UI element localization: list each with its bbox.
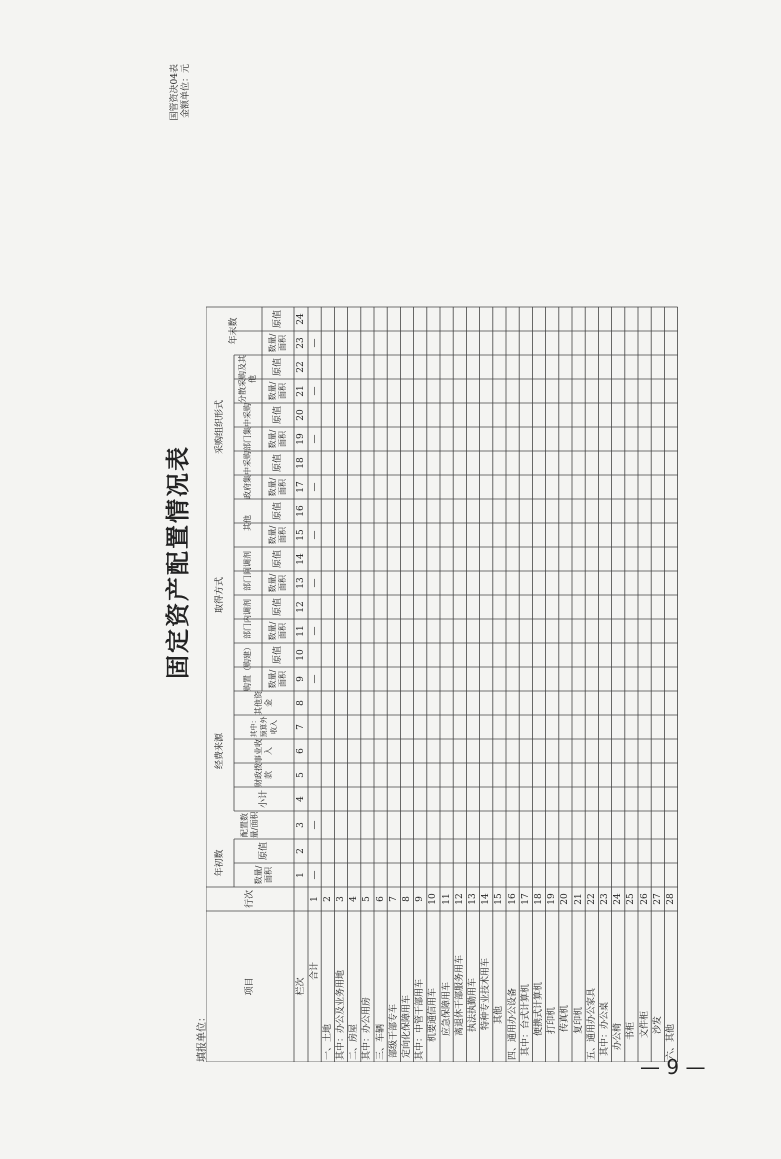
row-label: 三、车辆 bbox=[375, 1023, 386, 1060]
column-number: 19 bbox=[296, 433, 306, 445]
dash-mark: — bbox=[309, 870, 320, 880]
row-label: 部级干部专车 bbox=[388, 1003, 399, 1058]
header-inter-transfer: 部门间调剂 bbox=[243, 551, 252, 591]
page-number: — 9 — bbox=[640, 1055, 706, 1079]
column-number: 3 bbox=[296, 822, 306, 828]
row-line-number: 23 bbox=[599, 893, 610, 905]
column-number: 18 bbox=[296, 457, 306, 469]
header-orig-value: 原值 bbox=[273, 646, 283, 665]
column-number: 8 bbox=[296, 700, 306, 706]
row-line-number: 22 bbox=[586, 893, 597, 905]
row-label: 便携式计算机 bbox=[533, 981, 544, 1036]
header-scattered: 分散采购及其他 bbox=[238, 355, 257, 403]
column-number: 1 bbox=[296, 872, 306, 878]
column-number: 2 bbox=[296, 848, 306, 854]
row-label: 其中：办公桌 bbox=[599, 1001, 610, 1056]
row-label: 传真机 bbox=[560, 1004, 571, 1032]
header-qty-area: 数量/面积 bbox=[254, 865, 273, 885]
header-qty-area: 数量/面积 bbox=[268, 573, 287, 593]
row-line-number: 12 bbox=[454, 893, 465, 905]
row-line-number: 20 bbox=[560, 893, 571, 905]
row-label: 四、通用办公设备 bbox=[507, 987, 518, 1060]
header-orig-value: 原值 bbox=[273, 550, 283, 569]
row-label: 定向化保障用车 bbox=[401, 994, 412, 1058]
header-fund-source: 经费来源 bbox=[215, 733, 225, 770]
dash-mark: — bbox=[309, 674, 320, 684]
header-subtotal: 小计 bbox=[259, 790, 269, 809]
header-config: 配置数量/面积 bbox=[240, 811, 259, 839]
row-line-number: 25 bbox=[626, 893, 637, 905]
column-number: 12 bbox=[296, 601, 306, 613]
row-label: 沙发 bbox=[652, 1015, 663, 1034]
row-line-number: 7 bbox=[388, 896, 399, 902]
column-number: 11 bbox=[296, 625, 306, 637]
header-qty-area: 数量/面积 bbox=[268, 669, 287, 689]
row-label: 五、通用办公家具 bbox=[586, 987, 597, 1060]
row-line-number: 11 bbox=[441, 893, 452, 905]
dash-mark: — bbox=[309, 338, 320, 348]
row-line-number: 5 bbox=[362, 896, 373, 902]
dash-mark: — bbox=[309, 482, 320, 492]
column-number: 21 bbox=[296, 385, 306, 397]
row-line-number: 15 bbox=[494, 893, 505, 905]
column-number: 15 bbox=[296, 529, 306, 541]
column-number: 20 bbox=[296, 409, 306, 421]
header-other-way: 其他 bbox=[243, 515, 252, 531]
header-orig-value: 原值 bbox=[273, 598, 283, 617]
column-number: 22 bbox=[296, 361, 306, 373]
header-orig-value: 原值 bbox=[273, 454, 283, 473]
row-label: 复印机 bbox=[573, 1006, 584, 1034]
column-number: 7 bbox=[296, 724, 306, 730]
header-business: 事业收入 bbox=[254, 739, 273, 763]
header-orig-value: 原值 bbox=[273, 406, 283, 425]
header-qty-area: 数量/面积 bbox=[268, 429, 287, 449]
fill-unit-label: 填报单位： bbox=[197, 1012, 208, 1062]
header-year-end: 年末数 bbox=[229, 317, 239, 345]
row-label: 其中：台式计算机 bbox=[520, 983, 531, 1056]
header-qty-area: 数量/面积 bbox=[268, 381, 287, 401]
column-number: 4 bbox=[296, 796, 306, 802]
row-line-number: 19 bbox=[547, 893, 558, 905]
header-other-fund: 其他资金 bbox=[254, 691, 273, 715]
column-number: 6 bbox=[296, 748, 306, 754]
row-label: 执法执勤用车 bbox=[467, 977, 478, 1032]
dash-mark: — bbox=[309, 626, 320, 636]
header-orig-value: 原值 bbox=[259, 842, 269, 861]
row-label: 机要通信用车 bbox=[428, 987, 439, 1042]
asset-table bbox=[206, 62, 700, 1062]
header-qty-area: 数量/面积 bbox=[268, 333, 287, 353]
row-line-number: 1 bbox=[309, 896, 320, 902]
header-intra-transfer: 部门内调剂 bbox=[243, 599, 252, 639]
header-begin-year: 年初数 bbox=[215, 849, 225, 877]
header-fiscal: 财政拨款 bbox=[254, 763, 273, 787]
row-label: 离退休干部服务用车 bbox=[454, 954, 465, 1036]
row-line-number: 2 bbox=[322, 896, 333, 902]
column-number: 16 bbox=[296, 505, 306, 517]
row-line-number: 4 bbox=[349, 896, 360, 902]
header-acquire: 取得方式 bbox=[215, 577, 225, 614]
column-number: 9 bbox=[296, 676, 306, 682]
row-label: 应急保障用车 bbox=[441, 981, 452, 1036]
row-label: 打印机 bbox=[547, 1006, 558, 1034]
column-number: 14 bbox=[296, 553, 306, 565]
dash-mark: — bbox=[309, 386, 320, 396]
row-line-number: 26 bbox=[639, 893, 650, 905]
dash-mark: — bbox=[309, 434, 320, 444]
row-label: 特种专业技术用车 bbox=[481, 957, 492, 1030]
header-qty-area: 数量/面积 bbox=[268, 477, 287, 497]
row-line-number: 16 bbox=[507, 893, 518, 905]
column-number: 5 bbox=[296, 772, 306, 778]
dash-mark: — bbox=[309, 578, 320, 588]
header-orig-value: 原值 bbox=[273, 358, 283, 377]
row-label: 其中：中管干部用车 bbox=[415, 978, 426, 1060]
header-gov-central: 政府集中采购 bbox=[243, 451, 252, 499]
rotated-form bbox=[158, 62, 718, 1062]
form-number: 国管资决04表 bbox=[170, 64, 180, 121]
row-label: 文件柜 bbox=[639, 1010, 650, 1038]
header-orig-value: 原值 bbox=[273, 310, 283, 329]
row-line-number: 17 bbox=[520, 893, 531, 905]
header-qty-area: 数量/面积 bbox=[268, 525, 287, 545]
column-label: 栏次 bbox=[296, 977, 306, 996]
row-line-number: 13 bbox=[467, 893, 478, 905]
column-number: 17 bbox=[296, 481, 306, 493]
header-line-no: 行次 bbox=[245, 890, 255, 909]
header-purchase: 购置（购建） bbox=[243, 643, 252, 691]
column-number: 24 bbox=[296, 313, 306, 325]
row-label: 一、土地 bbox=[322, 1023, 333, 1060]
row-line-number: 18 bbox=[533, 893, 544, 905]
header-orig-value: 原值 bbox=[273, 502, 283, 521]
amount-unit: 金额单位：元 bbox=[181, 64, 191, 119]
row-line-number: 6 bbox=[375, 896, 386, 902]
row-line-number: 9 bbox=[415, 896, 426, 902]
row-label: 六、其他 bbox=[665, 1023, 676, 1060]
row-label: 书柜 bbox=[626, 1021, 637, 1040]
row-line-number: 28 bbox=[665, 893, 676, 905]
row-label: 二、房屋 bbox=[349, 1023, 360, 1060]
row-label: 合计 bbox=[309, 961, 320, 980]
row-label: 其他 bbox=[494, 1005, 505, 1024]
row-line-number: 21 bbox=[573, 893, 584, 905]
row-line-number: 24 bbox=[613, 893, 624, 905]
header-dept-central: 部门集中采购 bbox=[243, 403, 252, 451]
row-line-number: 27 bbox=[652, 893, 663, 905]
column-number: 10 bbox=[296, 649, 306, 661]
column-number: 23 bbox=[296, 337, 306, 349]
row-line-number: 14 bbox=[481, 893, 492, 905]
column-number: 13 bbox=[296, 577, 306, 589]
row-line-number: 3 bbox=[335, 896, 346, 902]
row-label: 其中：办公及业务用地 bbox=[335, 969, 346, 1060]
row-label: 其中：办公用房 bbox=[362, 996, 373, 1060]
row-line-number: 10 bbox=[428, 893, 439, 905]
dash-mark: — bbox=[309, 820, 320, 830]
header-project: 项目 bbox=[245, 977, 255, 996]
row-label: 办公椅 bbox=[613, 1022, 624, 1050]
header-extra-budget: 其中：预算外收入 bbox=[250, 716, 278, 738]
header-qty-area: 数量/面积 bbox=[268, 621, 287, 641]
row-line-number: 8 bbox=[401, 896, 412, 902]
dash-mark: — bbox=[309, 530, 320, 540]
form-title: 固定资产配置情况表 bbox=[163, 445, 192, 679]
header-procure: 采购组织形式 bbox=[215, 400, 225, 455]
